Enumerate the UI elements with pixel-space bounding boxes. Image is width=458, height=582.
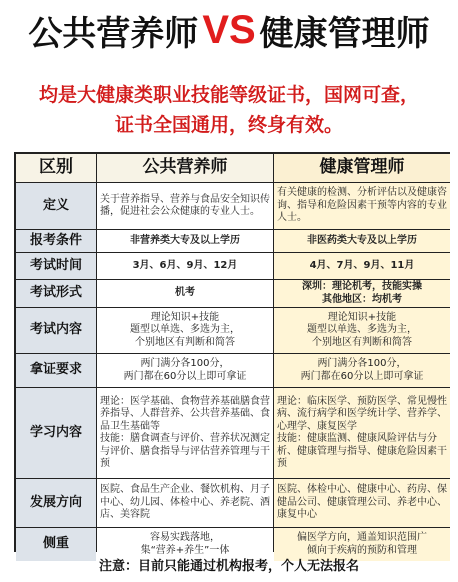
cell-nutritionist: 非营养类大专及以上学历 [97,230,273,252]
header-nutritionist: 公共营养师 [97,154,273,182]
cell-health-manager: 4月、7月、9月、11月 [274,253,450,279]
cell-health-manager: 有关健康的检测、分析评估以及健康咨询、指导和危险因素干预等内容的专业人士。 [274,183,450,229]
cell-health-manager: 两门满分各100分， 两门都在60分以上即可拿证 [274,354,450,387]
cell-nutritionist: 关于营养指导、营养与食品安全知识传播，促进社会公众健康的专业人士。 [97,183,273,229]
cell-nutritionist: 理论知识+技能 题型以单选、多选为主， 个别地区有判断和简答 [97,308,273,353]
cell-nutritionist: 机考 [97,280,273,307]
title-left: 公共营养师 [28,13,199,54]
row-label: 报考条件 [16,230,96,252]
cell-health-manager: 偏医学方向，通盖知识范围广 倾向于疾病的预防和管理 [274,528,450,561]
header-category: 区别 [16,154,96,182]
header-health-manager: 健康管理师 [274,154,450,182]
row-label: 学习内容 [16,388,96,478]
page-title [0,6,458,54]
footer-note: 注意：目前只能通过机构报考，个人无法报名 [98,559,359,574]
subtitle-line-2: 证书全国通用，终身有效。 [114,114,343,136]
row-label: 定义 [16,183,96,229]
row-label: 考试时间 [16,253,96,279]
cell-nutritionist: 3月、6月、9月、12月 [97,253,273,279]
cell-nutritionist: 理论：医学基础、食物营养基础膳食营养指导、人群营养、公共营养基础、食品卫生基础等 技能：膳食调查与评价、营养状况测定与评价、膳食指导与评估营养管理与干预 [97,388,273,478]
title-vs: VS [202,7,256,52]
comparison-table [14,152,450,556]
subtitle-line-1: 均是大健康类职业技能等级证书，国网可查， [38,84,419,106]
row-label: 拿证要求 [16,354,96,387]
row-label: 发展方向 [16,479,96,527]
row-label: 考试形式 [16,280,96,307]
cell-health-manager: 医院、体检中心、健康中心、药房、保健品公司、健康管理公司、养老中心、康复中心 [274,479,450,527]
row-label: 考试内容 [16,308,96,353]
cell-health-manager: 深圳：理论机考，技能实操 其他地区：均机考 [274,280,450,307]
cell-nutritionist: 医院、食品生产企业、餐饮机构、月子中心、幼儿园、体检中心、养老院、酒店、美容院 [97,479,273,527]
cell-nutritionist: 容易实践落地， 集“营养+养生”一体 [97,528,273,561]
title-right: 健康管理师 [259,13,430,54]
cell-nutritionist: 两门满分各100分， 两门都在60分以上即可拿证 [97,354,273,387]
row-label: 侧重 [16,528,96,561]
cell-health-manager: 理论知识+技能 题型以单选、多选为主， 个别地区有判断和简答 [274,308,450,353]
cell-health-manager: 理论：临床医学、预防医学、常见慢性病、流行病学和医学统计学、营养学、心理学、康复医学 技能：健康监测、健康风险评估与分析、健康管理与指导、健康危险因素干预 [274,388,450,478]
cell-health-manager: 非医药类大专及以上学历 [274,230,450,252]
